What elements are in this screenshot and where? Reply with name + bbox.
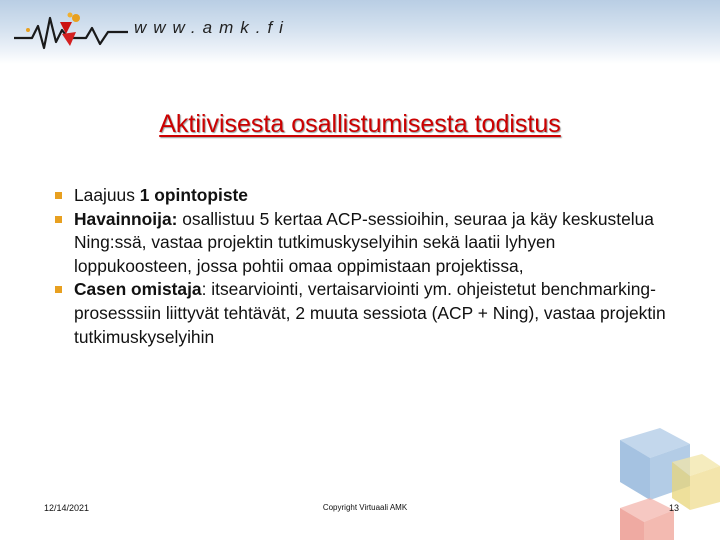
bullet-text: osallistuu 5 kertaa ACP-sessioihin, seuraa ja käy keskustelua Ning:ssä, vastaa projektin tutkimuskyselyihin sekä laatii lyhyen loppukoosteen, jossa pohtii omaa oppimistaan projektissa, bbox=[74, 208, 654, 276]
bullet-list bbox=[56, 184, 676, 349]
bullet-item bbox=[56, 278, 676, 349]
bullet-text: : itsearviointi, vertaisarviointi ym. ohjeistetut benchmarking-prosesssiin liittyvät tehtävät, 2 muuta sessiota (ACP + Ning), vastaa projektin tutkimuskyselyihin bbox=[74, 279, 666, 347]
bullet-bold-text: Casen omistaja bbox=[74, 279, 202, 300]
amk-logo-icon bbox=[10, 8, 130, 56]
bullet-bold-text: 1 opintopiste bbox=[139, 185, 248, 205]
slide-title: Aktiivisesta osallistumisesta todistus bbox=[159, 110, 561, 138]
url-text: www.amk.fi bbox=[134, 18, 290, 37]
footer-page-number: 13 bbox=[668, 503, 679, 513]
bullet-marker-icon bbox=[55, 286, 62, 293]
footer-date: 12/14/2021 bbox=[44, 503, 90, 513]
bullet-item bbox=[56, 184, 676, 208]
bullet-bold-text: Havainnoija: bbox=[74, 208, 178, 229]
footer-copyright: Copyright Virtuaali AMK bbox=[322, 503, 408, 512]
decorative-cubes-icon bbox=[590, 410, 720, 540]
bullet-item bbox=[56, 208, 676, 279]
bullet-text: Laajuus bbox=[74, 185, 140, 205]
bullet-marker-icon bbox=[55, 192, 62, 199]
bullet-marker-icon bbox=[55, 216, 62, 223]
